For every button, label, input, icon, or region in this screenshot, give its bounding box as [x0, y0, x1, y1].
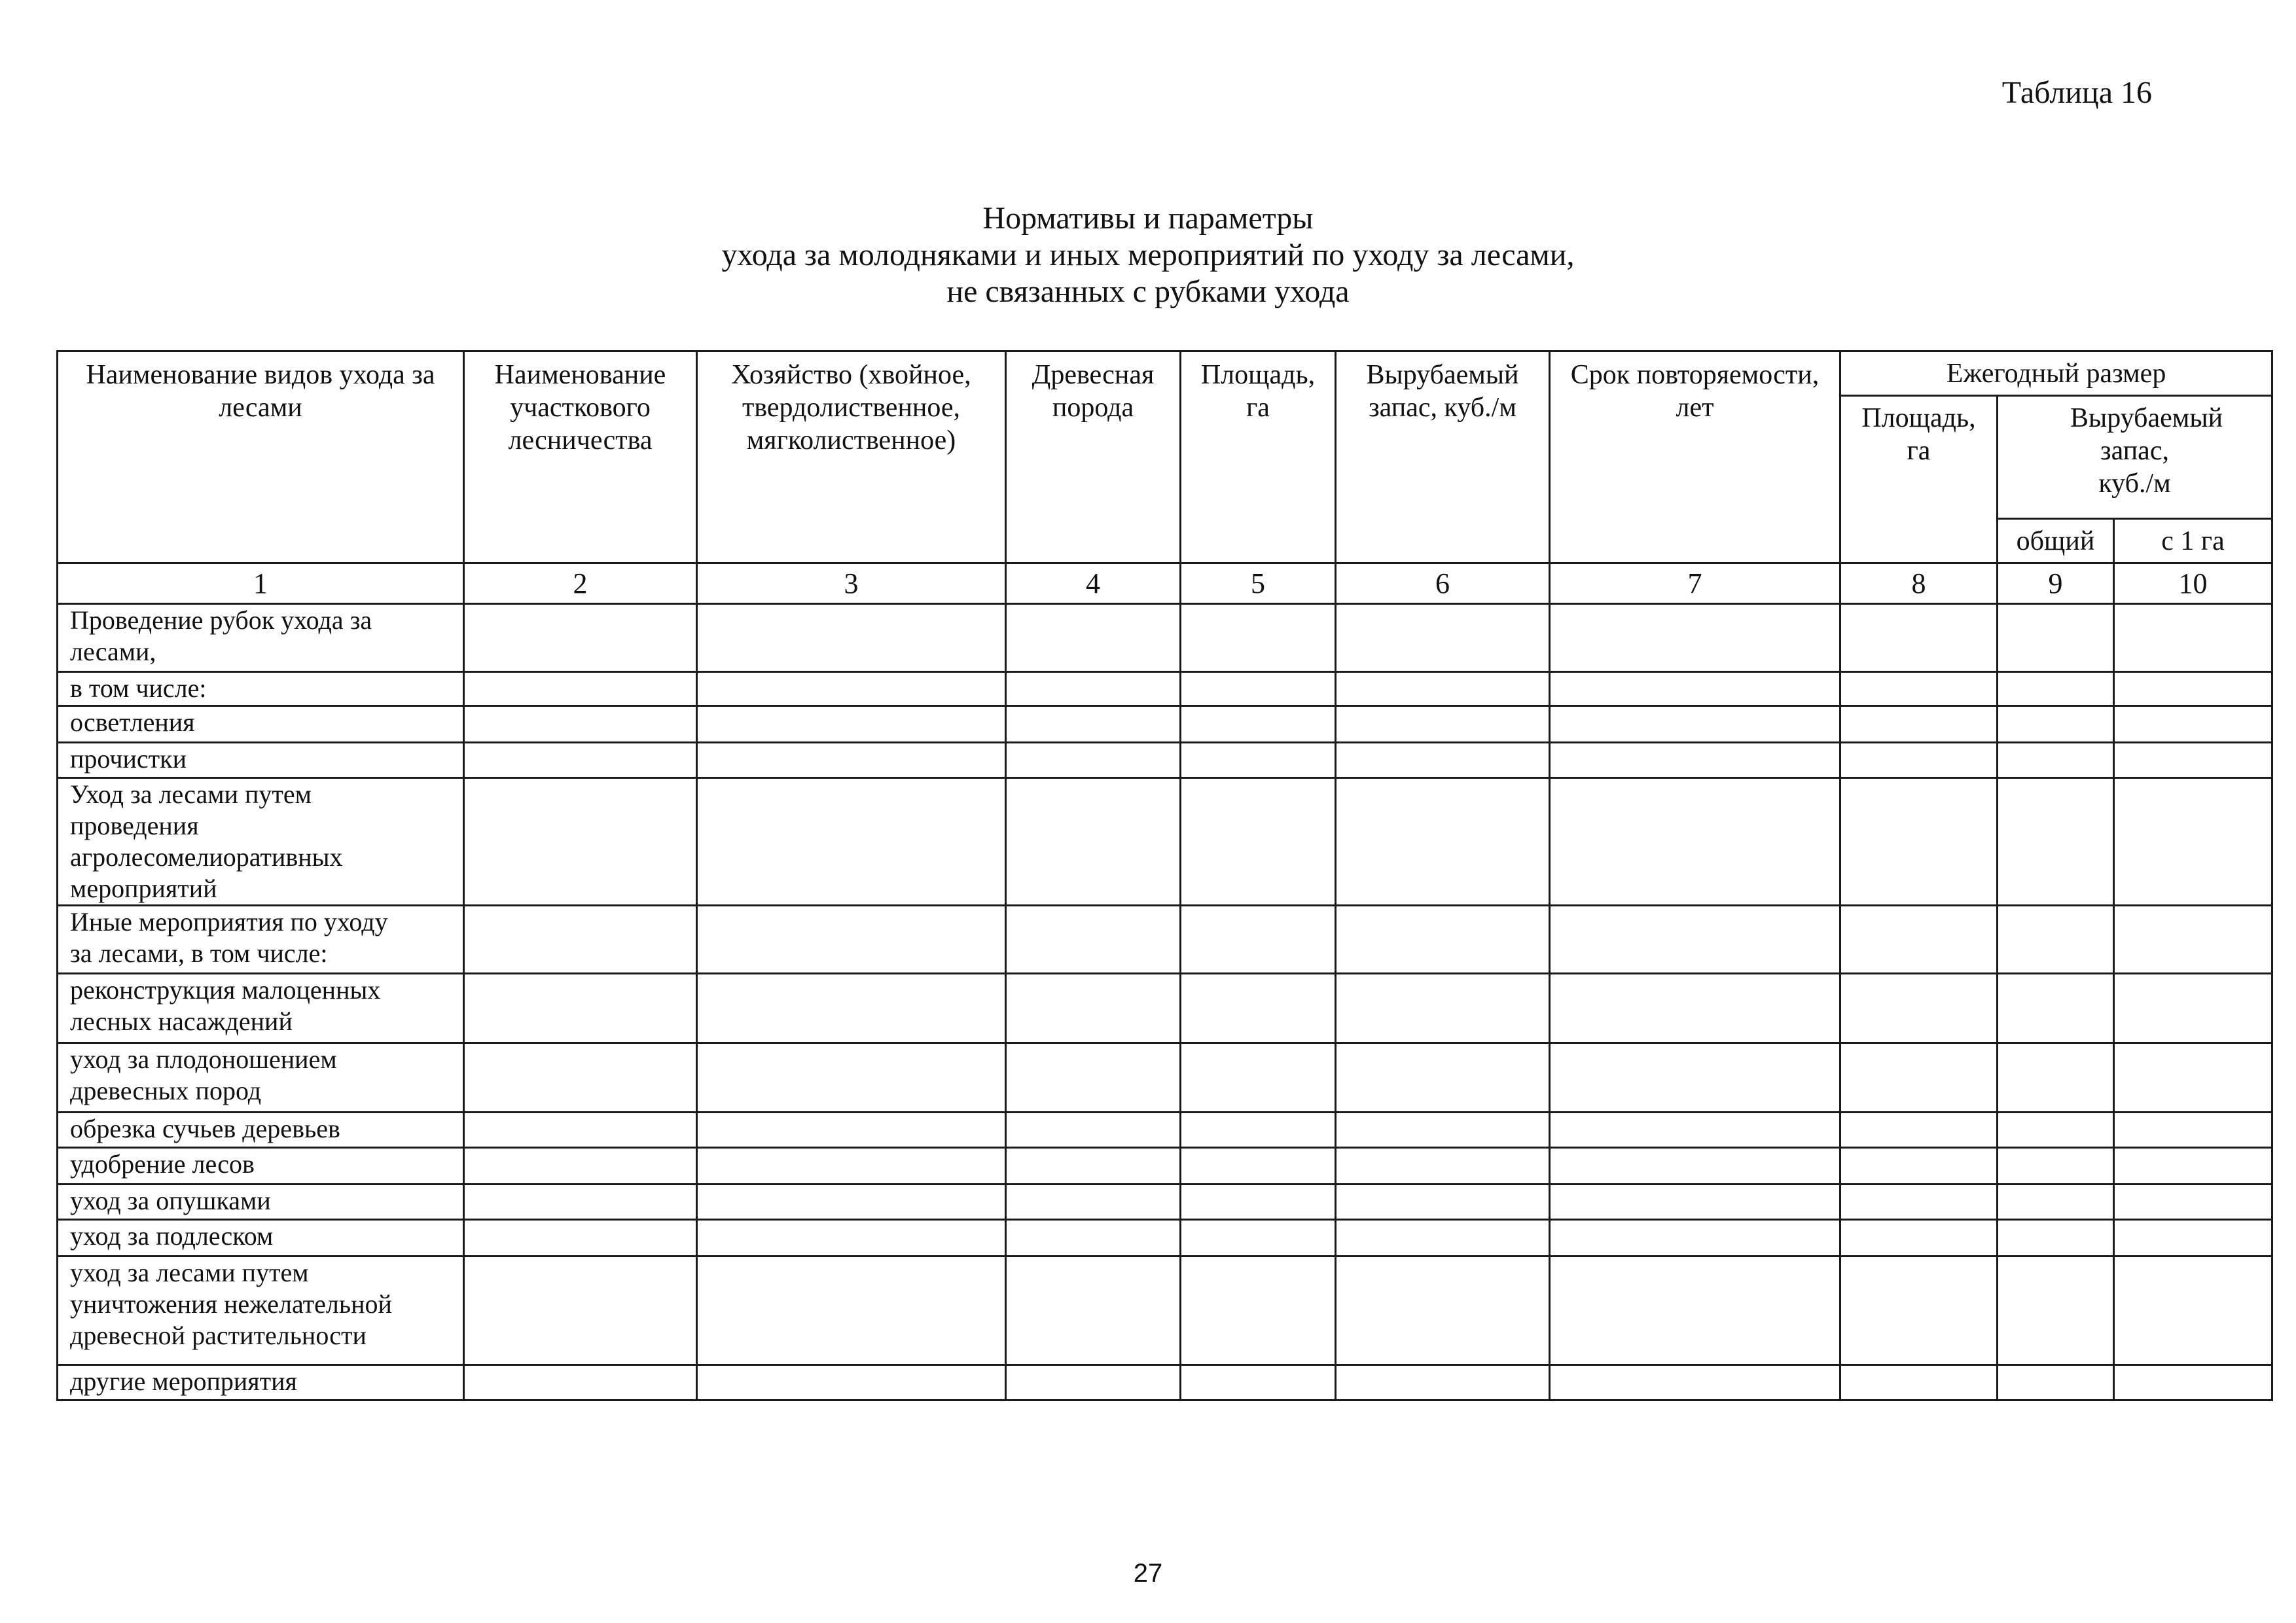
empty-cell[interactable]	[1336, 906, 1550, 974]
empty-cell[interactable]	[464, 1043, 697, 1113]
activity-name-line: уход за опушками	[70, 1186, 271, 1215]
title-line-2: ухода за молодняками и иных мероприятий по уходу за лесами,	[721, 238, 1575, 272]
empty-cell[interactable]	[697, 1185, 1006, 1220]
empty-cell[interactable]	[1181, 1043, 1336, 1113]
empty-cell[interactable]	[464, 1365, 697, 1400]
empty-cell[interactable]	[1006, 706, 1181, 743]
empty-cell[interactable]	[1550, 672, 1840, 706]
empty-cell[interactable]	[2114, 778, 2272, 906]
empty-cell[interactable]	[1998, 1043, 2114, 1113]
empty-cell[interactable]	[1006, 1148, 1181, 1185]
empty-cell[interactable]	[1181, 778, 1336, 906]
empty-cell[interactable]	[1336, 1220, 1550, 1257]
empty-cell[interactable]	[697, 906, 1006, 974]
column-number: 9	[1998, 563, 2114, 604]
activity-name-line: мероприятий	[70, 874, 217, 903]
empty-cell[interactable]	[1550, 706, 1840, 743]
title-line-1: Нормативы и параметры	[982, 201, 1314, 236]
activity-name-cell	[58, 1257, 464, 1365]
empty-cell[interactable]	[1550, 1043, 1840, 1113]
empty-cell[interactable]	[1840, 672, 1998, 706]
empty-cell[interactable]	[697, 706, 1006, 743]
table-row	[58, 1365, 2272, 1400]
empty-cell[interactable]	[1840, 1148, 1998, 1185]
empty-cell[interactable]	[1006, 778, 1181, 906]
header-forestry-district: Наименование участкового лесничества	[464, 351, 697, 563]
empty-cell[interactable]	[1181, 1185, 1336, 1220]
table-row	[58, 1148, 2272, 1185]
activity-name-line: проведения	[70, 811, 199, 840]
empty-cell[interactable]	[2114, 1043, 2272, 1113]
column-number: 3	[697, 563, 1006, 604]
empty-cell[interactable]	[1998, 672, 2114, 706]
empty-cell[interactable]	[1181, 1113, 1336, 1148]
empty-cell[interactable]	[1336, 604, 1550, 672]
header-annual-cut-volume: Вырубаемый запас, куб./м	[1998, 396, 2272, 519]
empty-cell[interactable]	[1550, 1185, 1840, 1220]
empty-cell[interactable]	[1006, 1220, 1181, 1257]
empty-cell[interactable]	[2114, 604, 2272, 672]
table-row	[58, 1185, 2272, 1220]
empty-cell[interactable]	[1006, 604, 1181, 672]
empty-cell[interactable]	[2114, 1113, 2272, 1148]
activity-name-cell	[58, 906, 464, 974]
empty-cell[interactable]	[1998, 1365, 2114, 1400]
empty-cell[interactable]	[697, 1113, 1006, 1148]
empty-cell[interactable]	[1998, 974, 2114, 1043]
activity-name-cell	[58, 778, 464, 906]
empty-cell[interactable]	[464, 1113, 697, 1148]
empty-cell[interactable]	[464, 1257, 697, 1365]
empty-cell[interactable]	[2114, 672, 2272, 706]
empty-cell[interactable]	[1181, 672, 1336, 706]
activity-name-line: другие мероприятия	[70, 1366, 297, 1396]
empty-cell[interactable]	[1840, 974, 1998, 1043]
empty-cell[interactable]	[1840, 1220, 1998, 1257]
empty-cell[interactable]	[1998, 1148, 2114, 1185]
empty-cell[interactable]	[1550, 778, 1840, 906]
empty-cell[interactable]	[2114, 706, 2272, 743]
header-cut-volume: Вырубаемый запас, куб./м	[1336, 351, 1550, 563]
empty-cell[interactable]	[697, 1220, 1006, 1257]
empty-cell[interactable]	[1336, 1185, 1550, 1220]
empty-cell[interactable]	[2114, 906, 2272, 974]
header-repeat-period: Срок повторяемости, лет	[1550, 351, 1840, 563]
activity-name-cell	[58, 706, 464, 743]
activity-name-cell	[58, 974, 464, 1043]
activity-name-line: древесных пород	[70, 1076, 262, 1105]
header-farm-type: Хозяйство (хвойное, твердолиственное, мягколиственное)	[697, 351, 1006, 563]
empty-cell[interactable]	[1840, 1043, 1998, 1113]
empty-cell[interactable]	[1181, 706, 1336, 743]
activity-name-line: уход за плодоношением	[70, 1044, 337, 1074]
header-tree-species: Древесная порода	[1006, 351, 1181, 563]
empty-cell[interactable]	[1550, 1113, 1840, 1148]
activity-name-line: прочистки	[70, 744, 187, 774]
empty-cell[interactable]	[1840, 604, 1998, 672]
empty-cell[interactable]	[1550, 1148, 1840, 1185]
empty-cell[interactable]	[697, 1257, 1006, 1365]
empty-cell[interactable]	[1998, 706, 2114, 743]
table-row	[58, 1257, 2272, 1365]
empty-cell[interactable]	[1840, 743, 1998, 778]
empty-cell[interactable]	[697, 1365, 1006, 1400]
header-annual-size: Ежегодный размер	[1840, 351, 2272, 396]
table-row	[58, 778, 2272, 906]
empty-cell[interactable]	[697, 778, 1006, 906]
empty-cell[interactable]	[2114, 1220, 2272, 1257]
table-row	[58, 906, 2272, 974]
activity-name-line: древесной растительности	[70, 1321, 367, 1350]
empty-cell[interactable]	[1181, 743, 1336, 778]
empty-cell[interactable]	[1006, 906, 1181, 974]
activity-name-line: лесных насаждений	[70, 1007, 293, 1036]
activity-name-line: уничтожения нежелательной	[70, 1289, 392, 1319]
empty-cell[interactable]	[464, 974, 697, 1043]
activity-name-line: лесами,	[70, 637, 156, 666]
empty-cell[interactable]	[1998, 778, 2114, 906]
activity-name-cell	[58, 672, 464, 706]
empty-cell[interactable]	[2114, 974, 2272, 1043]
column-number: 4	[1006, 563, 1181, 604]
empty-cell[interactable]	[1840, 706, 1998, 743]
empty-cell[interactable]	[1550, 974, 1840, 1043]
empty-cell[interactable]	[697, 974, 1006, 1043]
norms-table	[56, 350, 2273, 1401]
table-row	[58, 1113, 2272, 1148]
empty-cell[interactable]	[464, 906, 697, 974]
header-annual-area: Площадь, га	[1840, 396, 1998, 563]
empty-cell[interactable]	[2114, 1257, 2272, 1365]
column-number: 10	[2114, 563, 2272, 604]
table-row	[58, 1043, 2272, 1113]
empty-cell[interactable]	[1998, 604, 2114, 672]
empty-cell[interactable]	[1550, 743, 1840, 778]
empty-cell[interactable]	[1840, 1113, 1998, 1148]
empty-cell[interactable]	[1550, 1220, 1840, 1257]
empty-cell[interactable]	[1006, 974, 1181, 1043]
empty-cell[interactable]	[464, 743, 697, 778]
empty-cell[interactable]	[1336, 706, 1550, 743]
column-number: 2	[464, 563, 697, 604]
empty-cell[interactable]	[2114, 1185, 2272, 1220]
empty-cell[interactable]	[2114, 743, 2272, 778]
empty-cell[interactable]	[464, 1220, 697, 1257]
empty-cell[interactable]	[1181, 974, 1336, 1043]
empty-cell[interactable]	[1006, 1257, 1181, 1365]
table-row	[58, 974, 2272, 1043]
empty-cell[interactable]	[464, 1185, 697, 1220]
empty-cell[interactable]	[1181, 1365, 1336, 1400]
empty-cell[interactable]	[1550, 1257, 1840, 1365]
empty-cell[interactable]	[464, 672, 697, 706]
activity-name-line: Проведение рубок ухода за	[70, 605, 372, 635]
activity-name-line: уход за лесами путем	[70, 1258, 309, 1287]
activity-name-cell	[58, 1148, 464, 1185]
column-number: 6	[1336, 563, 1550, 604]
empty-cell[interactable]	[464, 604, 697, 672]
activity-name-line: Иные мероприятия по уходу	[70, 907, 388, 936]
column-number: 8	[1840, 563, 1998, 604]
empty-cell[interactable]	[697, 1043, 1006, 1113]
empty-cell[interactable]	[1006, 672, 1181, 706]
empty-cell[interactable]	[1336, 1257, 1550, 1365]
column-number: 1	[58, 563, 464, 604]
empty-cell[interactable]	[1998, 1185, 2114, 1220]
table-body	[58, 604, 2272, 1400]
empty-cell[interactable]	[1998, 1257, 2114, 1365]
activity-name-cell	[58, 1043, 464, 1113]
table-row	[58, 604, 2272, 672]
empty-cell[interactable]	[1336, 1148, 1550, 1185]
table-row	[58, 706, 2272, 743]
activity-name-line: уход за подлеском	[70, 1221, 274, 1251]
empty-cell[interactable]	[2114, 1148, 2272, 1185]
empty-cell[interactable]	[1336, 672, 1550, 706]
header-activity-type: Наименование видов ухода за лесами	[58, 351, 464, 563]
empty-cell[interactable]	[1006, 1043, 1181, 1113]
empty-cell[interactable]	[1181, 604, 1336, 672]
empty-cell[interactable]	[1336, 778, 1550, 906]
empty-cell[interactable]	[1336, 1113, 1550, 1148]
empty-cell[interactable]	[1181, 906, 1336, 974]
activity-name-line: в том числе:	[70, 673, 207, 703]
activity-name-cell	[58, 1113, 464, 1148]
table-row	[58, 672, 2272, 706]
activity-name-line: Уход за лесами путем	[70, 779, 312, 809]
empty-cell[interactable]	[1336, 974, 1550, 1043]
empty-cell[interactable]	[464, 778, 697, 906]
empty-cell[interactable]	[1006, 1365, 1181, 1400]
empty-cell[interactable]	[1998, 906, 2114, 974]
table-row	[58, 1220, 2272, 1257]
empty-cell[interactable]	[1006, 743, 1181, 778]
empty-cell[interactable]	[1550, 604, 1840, 672]
empty-cell[interactable]	[1336, 743, 1550, 778]
empty-cell[interactable]	[1840, 1185, 1998, 1220]
empty-cell[interactable]	[2114, 1365, 2272, 1400]
empty-cell[interactable]	[1550, 1365, 1840, 1400]
activity-name-line: удобрение лесов	[70, 1149, 255, 1179]
activity-name-cell	[58, 1365, 464, 1400]
empty-cell[interactable]	[697, 604, 1006, 672]
activity-name-line: реконструкция малоценных	[70, 975, 381, 1005]
empty-cell[interactable]	[1840, 1365, 1998, 1400]
empty-cell[interactable]	[1998, 743, 2114, 778]
empty-cell[interactable]	[1840, 778, 1998, 906]
empty-cell[interactable]	[1336, 1365, 1550, 1400]
empty-cell[interactable]	[1181, 1257, 1336, 1365]
empty-cell[interactable]	[1998, 1220, 2114, 1257]
activity-name-line: обрезка сучьев деревьев	[70, 1114, 340, 1143]
activity-name-line: за лесами, в том числе:	[70, 938, 328, 968]
activity-name-line: агролесомелиоративных	[70, 842, 343, 872]
title-line-3: не связанных с рубками ухода	[946, 274, 1350, 309]
empty-cell[interactable]	[464, 706, 697, 743]
empty-cell[interactable]	[1998, 1113, 2114, 1148]
empty-cell[interactable]	[1336, 1043, 1550, 1113]
header-annual-per-ha: с 1 га	[2114, 519, 2272, 563]
table-caption: Таблица 16	[2001, 75, 2152, 110]
empty-cell[interactable]	[697, 1148, 1006, 1185]
header-annual-total: общий	[1998, 519, 2114, 563]
column-number: 5	[1181, 563, 1336, 604]
document-title	[0, 200, 2296, 310]
empty-cell[interactable]	[1181, 1148, 1336, 1185]
table-row	[58, 743, 2272, 778]
empty-cell[interactable]	[697, 672, 1006, 706]
empty-cell[interactable]	[1181, 1220, 1336, 1257]
empty-cell[interactable]	[1550, 906, 1840, 974]
activity-name-cell	[58, 1220, 464, 1257]
empty-cell[interactable]	[1006, 1113, 1181, 1148]
empty-cell[interactable]	[1840, 906, 1998, 974]
empty-cell[interactable]	[1006, 1185, 1181, 1220]
page-number: 27	[1133, 1559, 1163, 1588]
activity-name-cell	[58, 743, 464, 778]
activity-name-cell	[58, 604, 464, 672]
empty-cell[interactable]	[464, 1148, 697, 1185]
empty-cell[interactable]	[1840, 1257, 1998, 1365]
activity-name-line: осветления	[70, 707, 195, 737]
column-number: 7	[1550, 563, 1840, 604]
empty-cell[interactable]	[697, 743, 1006, 778]
header-area: Площадь, га	[1181, 351, 1336, 563]
activity-name-cell	[58, 1185, 464, 1220]
